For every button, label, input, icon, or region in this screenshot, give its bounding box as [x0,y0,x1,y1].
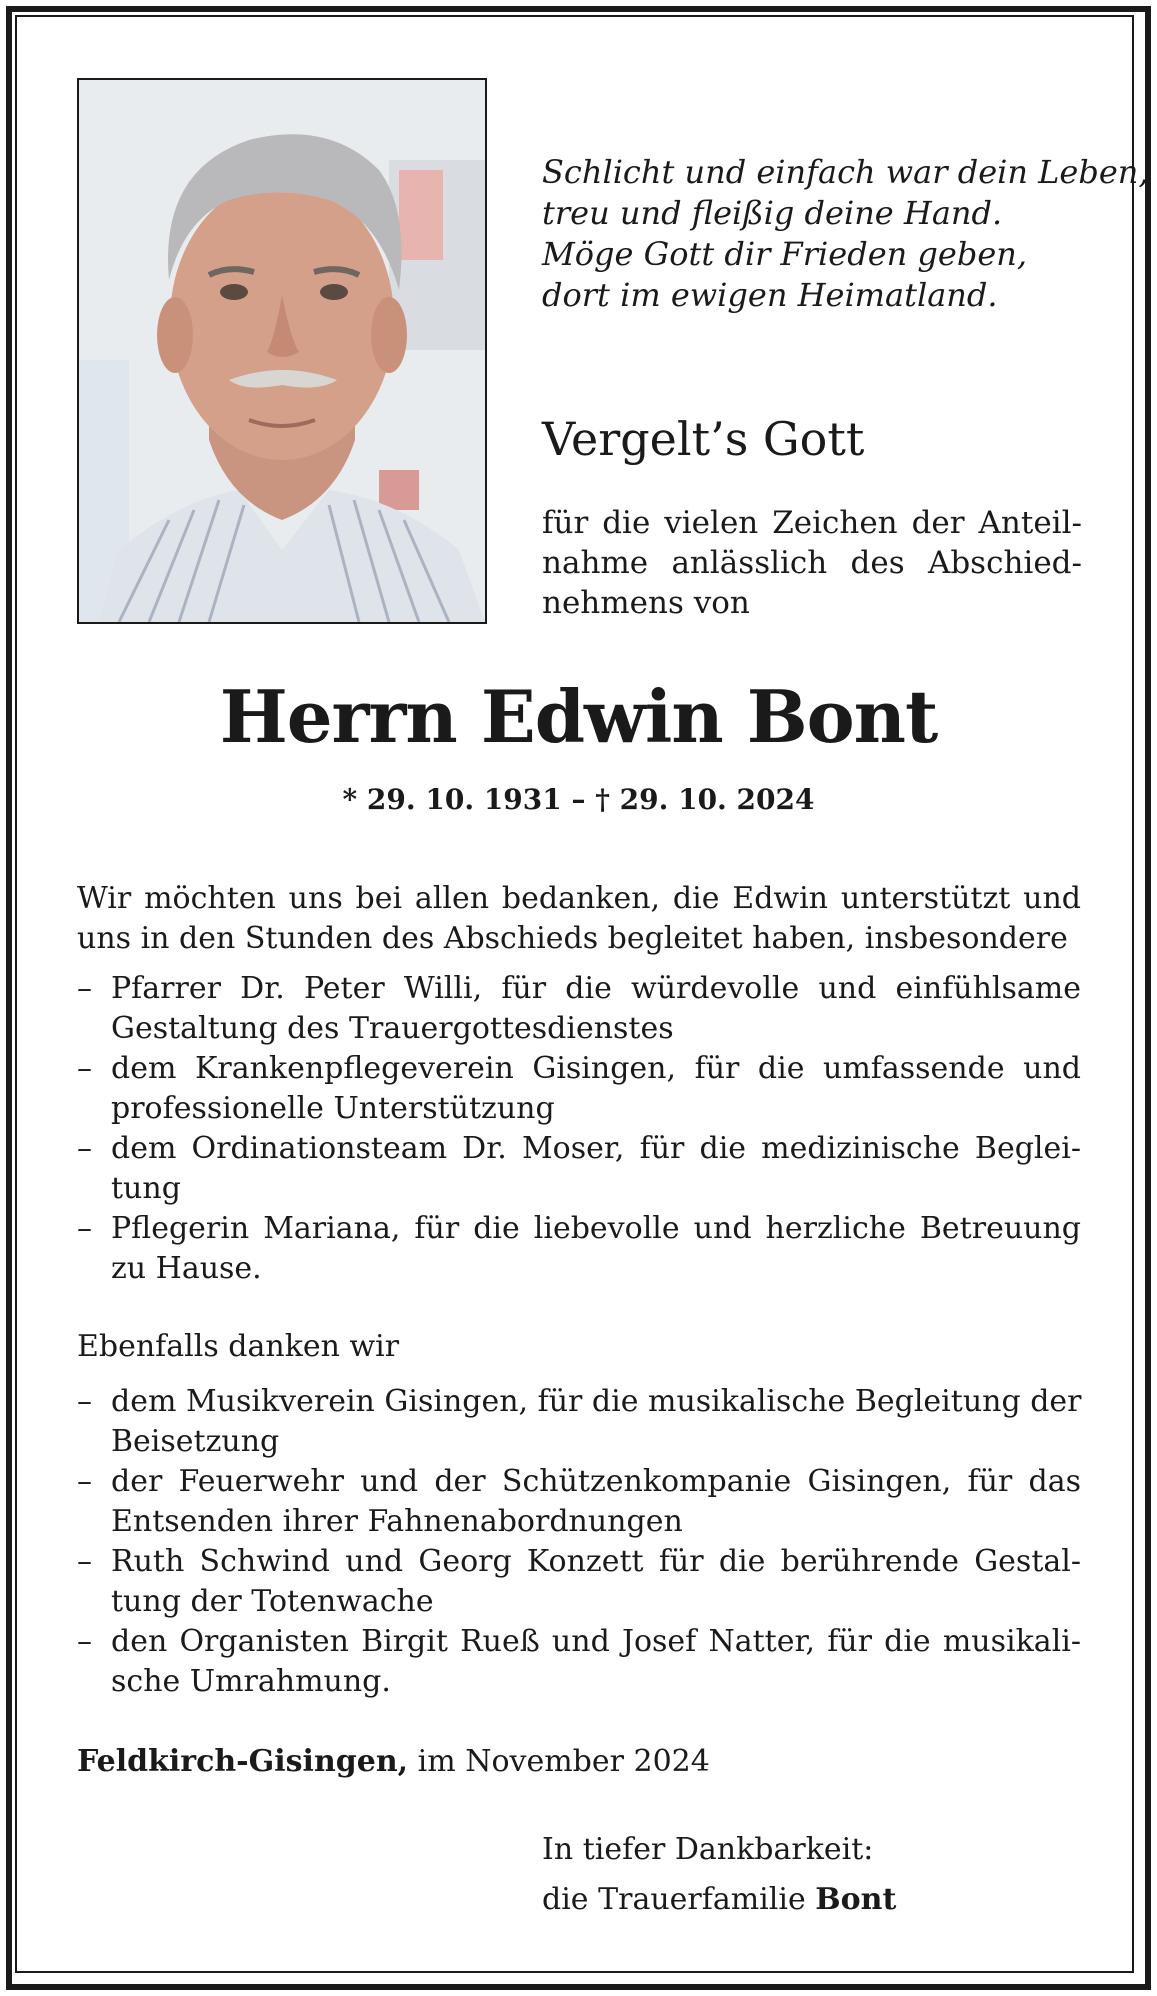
dash-bullet: – [77,1131,92,1166]
intro-line: nahme anlässlich des Abschied- [542,545,1082,581]
paragraph-line: uns in den Stunden des Abschieds begleitet haben, insbesondere [77,921,1068,956]
dash-bullet: – [77,1464,92,1499]
poem-line: Schlicht und einfach war dein Leben, [542,153,1149,191]
list-item-line: tung der Totenwache [111,1584,434,1619]
list-item-line: Beisetzung [111,1424,280,1459]
closing-signature [542,1825,896,1925]
list-item-line: dem Krankenpflegeverein Gisingen, für die umfassende und [111,1051,1081,1086]
list-item [77,1622,1081,1702]
poem-line: treu und fleißig deine Hand. [542,194,1003,232]
list-item-line: den Organisten Birgit Rueß und Josef Natter, für die musikali- [111,1624,1081,1659]
list-item-line: sche Umrahmung. [111,1664,391,1699]
poem [542,152,1149,316]
life-dates: * 29. 10. 1931 – † 29. 10. 2024 [342,783,815,816]
thanks-paragraph [77,879,1081,959]
place-and-date [77,1742,710,1782]
dash-bullet: – [77,1544,92,1579]
family-prefix: die Trauerfamilie [542,1882,806,1917]
paragraph-line: Wir möchten uns bei allen bedanken, die Edwin unterstützt und [77,881,1081,916]
list-item [77,1129,1081,1209]
date-text: im November 2024 [417,1744,710,1779]
place-name: Feldkirch-Gisingen, [77,1744,409,1779]
list-item [77,1542,1081,1622]
dash-bullet: – [77,1624,92,1659]
list-item-line: der Feuerwehr und der Schützenkompanie Gisingen, für das [111,1464,1081,1499]
list-item-line: Ruth Schwind und Georg Konzett für die berührende Gestal- [111,1544,1081,1579]
family-name: Bont [815,1882,897,1917]
also-thanks-list [77,1382,1081,1702]
poem-line: Möge Gott dir Frieden geben, [542,235,1028,273]
portrait-photo [77,78,487,624]
list-item [77,1382,1081,1462]
heading-vergelts-gott: Vergelt’s Gott [542,412,865,466]
list-item-line: Entsenden ihrer Fahnenabordnungen [111,1504,683,1539]
list-item-line: tung [111,1171,181,1206]
list-item [77,969,1081,1049]
list-item-line: professionelle Unterstützung [111,1091,555,1126]
dash-bullet: – [77,971,92,1006]
list-item [77,1462,1081,1542]
list-item-line: Pflegerin Mariana, für die liebevolle und herzliche Betreuung [111,1211,1081,1246]
list-item [77,1049,1081,1129]
list-item-line: dem Musikverein Gisingen, für die musikalische Begleitung der [111,1384,1082,1419]
paragraph-line: Ebenfalls danken wir [77,1329,400,1364]
dash-bullet: – [77,1051,92,1086]
also-thanks-heading [77,1327,1081,1367]
dash-bullet: – [77,1211,92,1246]
intro-line: für die vielen Zeichen der Anteil- [542,505,1082,541]
deceased-name: Herrn Edwin Bont [219,674,938,759]
list-item-line: dem Ordinationsteam Dr. Moser, für die medizinische Beglei- [111,1131,1081,1166]
closing-line [542,1875,896,1925]
list-item [77,1209,1081,1289]
list-item-line: Pfarrer Dr. Peter Willi, für die würdevolle und einfühlsame [111,971,1081,1006]
dash-bullet: – [77,1384,92,1419]
list-item-line: zu Hause. [111,1251,262,1286]
poem-line: dort im ewigen Heimatland. [542,276,998,314]
portrait-illustration [79,80,485,622]
list-item-line: Gestaltung des Trauergottesdienstes [111,1011,674,1046]
thanks-list [77,969,1081,1289]
intro-text [542,503,1082,623]
closing-line: In tiefer Dankbarkeit: [542,1832,874,1867]
intro-line: nehmens von [542,585,750,621]
